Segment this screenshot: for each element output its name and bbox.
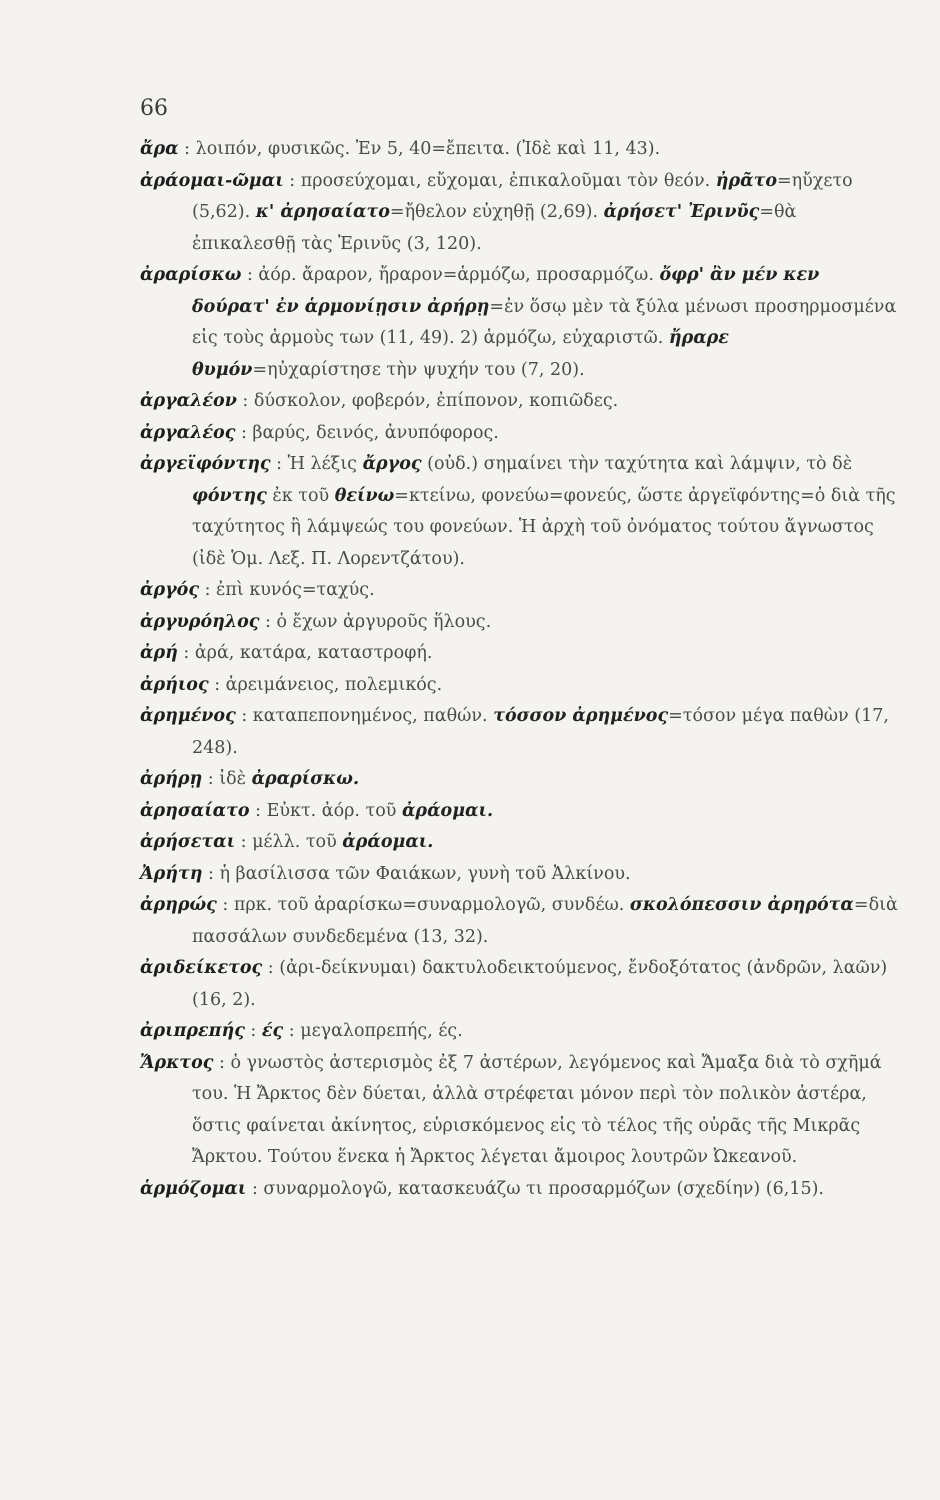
- entry-definition: : λοιπόν, φυσικῶς. Ἐν 5, 40=ἔπειτα. (Ἰδὲ καὶ 11, 43).: [178, 139, 661, 159]
- entry-definition: =ἤθελον εὐχηθῇ (2,69).: [389, 202, 604, 222]
- dictionary-entry: [140, 1174, 900, 1206]
- entry-definition: =διὰ πασσάλων συνδεδεμένα (13, 32).: [192, 895, 898, 947]
- entry-headword: Ἀρήτη: [140, 863, 203, 884]
- entry-definition: : Εὐκτ. ἀόρ. τοῦ: [249, 800, 402, 821]
- entry-definition: : ἰδὲ: [202, 769, 252, 789]
- entry-headword: ἀρήσεται: [140, 832, 236, 852]
- entry-citation: ἤραρε θυμόν: [192, 328, 729, 380]
- entry-citation: φόντης: [192, 485, 267, 506]
- entry-definition: : ἀόρ. ἄραρον, ἤραρον=ἁρμόζω, προσαρμόζω.: [241, 265, 660, 285]
- entry-citation: τόσσον ἀρημένος: [493, 706, 669, 726]
- entry-definition: : μεγαλοπρεπής, ές.: [283, 1021, 463, 1041]
- entry-definition: : ὁ ἔχων ἀργυροῦς ἥλους.: [259, 611, 492, 632]
- entry-definition: =ἐν ὅσῳ μὲν τὰ ξύλα μένωσι προσηρμοσμένα εἰς τοὺς ἁρμοὺς των (11, 49). 2) ἁρμόζω, εὐχαριστῶ.: [192, 296, 897, 348]
- entry-definition: : ἡ βασίλισσα τῶν Φαιάκων, γυνὴ τοῦ Ἀλκίνου.: [202, 863, 631, 884]
- entry-headword: ἀριπρεπής: [140, 1021, 245, 1041]
- entry-headword: Ἄρκτος: [140, 1052, 214, 1073]
- entry-headword: ἀρημένος: [140, 706, 236, 726]
- entry-headword: ἀρηρώς: [140, 895, 217, 915]
- entry-definition: :: [244, 1021, 262, 1041]
- entry-definition: ἐκ τοῦ: [266, 485, 335, 506]
- entry-citation: ἀραρίσκω.: [251, 769, 360, 789]
- entry-definition: : δύσκολον, φοβερόν, ἐπίπονον, κοπιῶδες.: [236, 391, 619, 411]
- page-number: 66: [140, 96, 168, 121]
- dictionary-entry: [140, 638, 900, 670]
- entry-headword: ἀργαλέος: [140, 422, 236, 443]
- dictionary-entry: [140, 1016, 900, 1048]
- dictionary-entry: [140, 890, 900, 953]
- entry-headword: ἀραρίσκω: [140, 265, 242, 285]
- dictionary-entry: [140, 827, 900, 859]
- entry-definition: =ηὔχετο (5,62).: [192, 170, 853, 222]
- entry-headword: ἁρμόζομαι: [140, 1178, 247, 1199]
- dictionary-entry: [140, 670, 900, 702]
- dictionary-entry: [140, 764, 900, 796]
- entry-headword: ἀργυρόηλος: [140, 611, 260, 632]
- entry-citation: ές: [261, 1021, 284, 1041]
- dictionary-entry: [140, 166, 900, 261]
- entry-definition: =τόσον μέγα παθὼν (17, 248).: [192, 706, 889, 758]
- dictionary-entry: [140, 607, 900, 639]
- entry-definition: : Ἡ λέξις: [270, 454, 363, 474]
- entry-headword: ἀριδείκετος: [140, 958, 263, 978]
- entry-citation: κ' ἀρησαίατο: [255, 202, 390, 222]
- entry-definition: =κτείνω, φονεύω=φονεύς, ὥστε ἀργεϊφόντης=ὁ διὰ τῆς ταχύτητος ἢ λάμψεώς του φονεύων. Ἡ ἀρχὴ τοῦ ὀνόματος τούτου ἄγνωστος (ἰδὲ Ὁμ. Λεξ. Π. Λορεντζάτου).: [192, 485, 896, 569]
- dictionary-entry: [140, 386, 900, 418]
- dictionary-entries: [140, 134, 900, 1205]
- entry-headword: ἀργεϊφόντης: [140, 454, 271, 474]
- entry-headword: ἀρησαίατο: [140, 800, 250, 821]
- entry-definition: : ἐπὶ κυνός=ταχύς.: [199, 580, 375, 600]
- entry-citation: ἠρᾶτο: [715, 170, 778, 191]
- entry-headword: ἀργός: [140, 580, 199, 600]
- entry-headword: ἄρα: [140, 139, 179, 159]
- dictionary-entry: [140, 701, 900, 764]
- entry-headword: ἀρήρῃ: [140, 769, 203, 789]
- entry-definition: : καταπεπονημένος, παθών.: [235, 706, 494, 726]
- entry-headword: ἀρή: [140, 643, 178, 663]
- entry-definition: =ηὐχαρίστησε τὴν ψυχήν του (7, 20).: [252, 359, 585, 380]
- entry-definition: =θὰ ἐπικαλεσθῇ τὰς Ἐρινῦς (3, 120).: [192, 202, 797, 254]
- entry-definition: : προσεύχομαι, εὔχομαι, ἐπικαλοῦμαι τὸν θεόν.: [283, 170, 716, 191]
- entry-definition: : ὁ γνωστὸς ἀστερισμὸς ἐξ 7 ἀστέρων, λεγόμενος καὶ Ἄμαξα διὰ τὸ σχῆμά του. Ἡ Ἄρκτος δὲν δύεται, ἀλλὰ στρέφεται μόνον περὶ τὸν πολικὸν ἀστέρα, ὅστις φαίνεται ἀκίνητος, εὑρισκόμενος εἰς τὸ τέλος τῆς οὐρᾶς τῆς Μικρᾶς Ἄρκτου. Τούτου ἕνεκα ἡ Ἄρκτος λέγεται ἄμοιρος λουτρῶν Ὠκεανοῦ.: [192, 1052, 882, 1167]
- dictionary-entry: [140, 575, 900, 607]
- entry-citation: ἀράομαι.: [342, 832, 434, 852]
- dictionary-entry: [140, 418, 900, 450]
- entry-definition: : πρκ. τοῦ ἀραρίσκω=συναρμολογῶ, συνδέω.: [216, 895, 630, 915]
- entry-definition: : μέλλ. τοῦ: [235, 832, 343, 852]
- entry-citation: ἀράομαι.: [401, 800, 494, 821]
- dictionary-entry: [140, 449, 900, 575]
- entry-definition: : (ἀρι-δείκνυμαι) δακτυλοδεικτούμενος, ἔνδοξότατος (ἀνδρῶν, λαῶν) (16, 2).: [192, 958, 888, 1010]
- entry-definition: : βαρύς, δεινός, ἀνυπόφορος.: [235, 422, 499, 443]
- dictionary-entry: [140, 260, 900, 386]
- entry-citation: σκολόπεσσιν ἀρηρότα: [629, 895, 854, 915]
- entry-citation: ἀρήσετ' Ἐρινῦς: [603, 202, 760, 222]
- entry-definition: : ἀρειμάνειος, πολεμικός.: [208, 674, 443, 695]
- dictionary-entry: [140, 134, 900, 166]
- entry-citation: θείνω: [334, 485, 395, 506]
- entry-definition: : ἀρά, κατάρα, καταστροφή.: [177, 643, 433, 663]
- dictionary-entry: [140, 859, 900, 891]
- dictionary-entry: [140, 953, 900, 1016]
- entry-headword: ἀράομαι-ῶμαι: [140, 170, 284, 191]
- entry-definition: (οὐδ.) σημαίνει τὴν ταχύτητα καὶ λάμψιν, τὸ δὲ: [421, 454, 853, 474]
- dictionary-entry: [140, 1048, 900, 1174]
- entry-headword: ἀργαλέον: [140, 391, 237, 411]
- entry-definition: : συναρμολογῶ, κατασκευάζω τι προσαρμόζων (σχεδίην) (6,15).: [246, 1178, 824, 1199]
- entry-citation: ἄργος: [362, 454, 422, 474]
- entry-citation: ὄφρ' ἂν μέν κεν δούρατ' ἐν ἁρμονίῃσιν ἀρήρῃ: [192, 265, 820, 317]
- dictionary-entry: [140, 796, 900, 828]
- entry-headword: ἀρήιος: [140, 674, 209, 695]
